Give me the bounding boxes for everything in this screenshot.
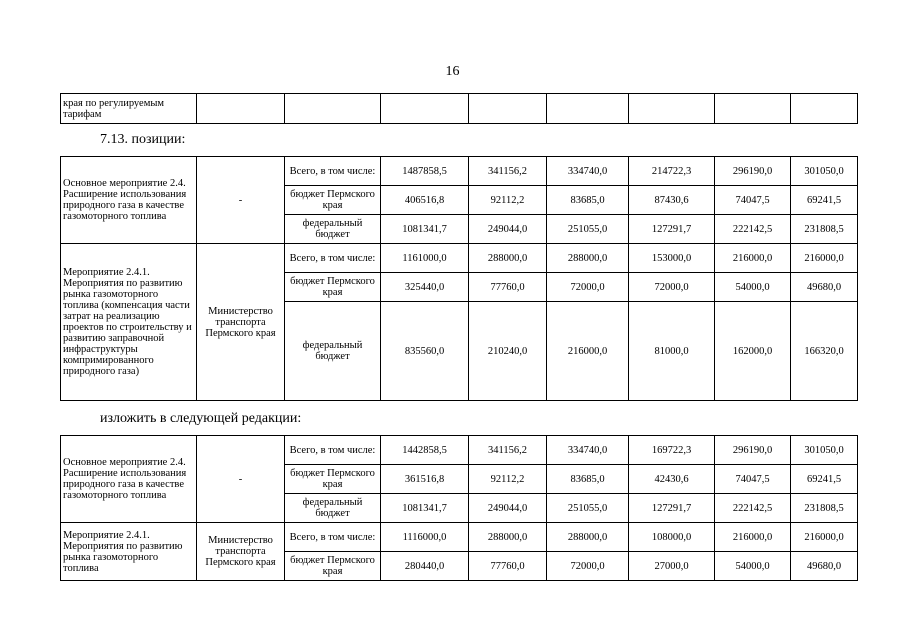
- activity-description: Основное мероприятие 2.4. Расширение использования природного газа в качестве газомоторного топлива: [61, 157, 197, 244]
- amount-cell: 83685,0: [547, 465, 629, 494]
- continued-row-description: края по регулируемым тарифам: [61, 94, 197, 124]
- amount-cell: 251055,0: [547, 494, 629, 523]
- amount-cell: 166320,0: [791, 302, 858, 401]
- activity-description: Мероприятие 2.4.1. Мероприятия по развитию рынка газомоторного топлива: [61, 523, 197, 581]
- amount-cell: 216000,0: [715, 244, 791, 273]
- amount-cell: 341156,2: [469, 157, 547, 186]
- page-number: 16: [445, 64, 460, 79]
- amount-cell: 169722,3: [629, 436, 715, 465]
- amount-cell: 83685,0: [547, 186, 629, 215]
- amount-cell: 288000,0: [469, 244, 547, 273]
- funding-source-cell: федеральный бюджет: [285, 302, 381, 401]
- table-cell: [547, 94, 629, 124]
- table-row: [61, 244, 858, 273]
- funding-source-cell: федеральный бюджет: [285, 494, 381, 523]
- amount-cell: 49680,0: [791, 552, 858, 581]
- funding-source-cell: бюджет Пермского края: [285, 465, 381, 494]
- amount-cell: 216000,0: [715, 523, 791, 552]
- table-row: [61, 436, 858, 465]
- funding-source-cell: федеральный бюджет: [285, 215, 381, 244]
- amount-cell: 301050,0: [791, 157, 858, 186]
- executor-cell: -: [197, 436, 285, 523]
- amount-cell: 1081341,7: [381, 215, 469, 244]
- amount-cell: 72000,0: [547, 552, 629, 581]
- funding-source-cell: Всего, в том числе:: [285, 157, 381, 186]
- amount-cell: 249044,0: [469, 215, 547, 244]
- amount-cell: 54000,0: [715, 552, 791, 581]
- amount-cell: 74047,5: [715, 465, 791, 494]
- funding-source-cell: Всего, в том числе:: [285, 523, 381, 552]
- amount-cell: 1116000,0: [381, 523, 469, 552]
- table-cell: [197, 94, 285, 124]
- funding-source-cell: бюджет Пермского края: [285, 273, 381, 302]
- old-table-body: [61, 157, 858, 401]
- funding-source-cell: бюджет Пермского края: [285, 552, 381, 581]
- funding-source-cell: бюджет Пермского края: [285, 186, 381, 215]
- amount-cell: 162000,0: [715, 302, 791, 401]
- amount-cell: 334740,0: [547, 157, 629, 186]
- continued-table: [60, 93, 858, 124]
- activity-description: Мероприятие 2.4.1. Мероприятия по развитию рынка газомоторного топлива (компенсация части затрат на реализацию проектов по строительству и развитию заправочной инфраструктуры компримированного природного газа): [61, 244, 197, 401]
- executor-cell: -: [197, 157, 285, 244]
- amount-cell: 288000,0: [469, 523, 547, 552]
- amount-cell: 77760,0: [469, 273, 547, 302]
- amount-cell: 231808,5: [791, 215, 858, 244]
- executor-cell: Министерство транспорта Пермского края: [197, 244, 285, 401]
- amount-cell: 835560,0: [381, 302, 469, 401]
- amount-cell: 288000,0: [547, 244, 629, 273]
- amount-cell: 49680,0: [791, 273, 858, 302]
- amount-cell: 231808,5: [791, 494, 858, 523]
- table-cell: [629, 94, 715, 124]
- funding-source-cell: Всего, в том числе:: [285, 436, 381, 465]
- table-cell: [381, 94, 469, 124]
- section-heading-new-edition: изложить в следующей редакции:: [100, 411, 302, 426]
- amount-cell: 288000,0: [547, 523, 629, 552]
- table-row: [61, 523, 858, 552]
- amount-cell: 296190,0: [715, 436, 791, 465]
- amount-cell: 251055,0: [547, 215, 629, 244]
- amount-cell: 1161000,0: [381, 244, 469, 273]
- funding-source-cell: Всего, в том числе:: [285, 244, 381, 273]
- amount-cell: 72000,0: [629, 273, 715, 302]
- amount-cell: 127291,7: [629, 494, 715, 523]
- amount-cell: 216000,0: [547, 302, 629, 401]
- amount-cell: 127291,7: [629, 215, 715, 244]
- amount-cell: 280440,0: [381, 552, 469, 581]
- amount-cell: 406516,8: [381, 186, 469, 215]
- amount-cell: 69241,5: [791, 465, 858, 494]
- amount-cell: 222142,5: [715, 494, 791, 523]
- amount-cell: 334740,0: [547, 436, 629, 465]
- amount-cell: 27000,0: [629, 552, 715, 581]
- table-row: [61, 157, 858, 186]
- amount-cell: 72000,0: [547, 273, 629, 302]
- amount-cell: 210240,0: [469, 302, 547, 401]
- table-cell: [715, 94, 791, 124]
- old-positions-table: [60, 156, 858, 401]
- amount-cell: 1081341,7: [381, 494, 469, 523]
- amount-cell: 153000,0: [629, 244, 715, 273]
- amount-cell: 301050,0: [791, 436, 858, 465]
- amount-cell: 54000,0: [715, 273, 791, 302]
- amount-cell: 216000,0: [791, 244, 858, 273]
- amount-cell: 222142,5: [715, 215, 791, 244]
- amount-cell: 92112,2: [469, 465, 547, 494]
- amount-cell: 69241,5: [791, 186, 858, 215]
- amount-cell: 361516,8: [381, 465, 469, 494]
- section-heading-positions: 7.13. позиции:: [100, 132, 186, 147]
- amount-cell: 108000,0: [629, 523, 715, 552]
- amount-cell: 74047,5: [715, 186, 791, 215]
- amount-cell: 92112,2: [469, 186, 547, 215]
- amount-cell: 214722,3: [629, 157, 715, 186]
- new-positions-table: [60, 435, 858, 581]
- table-cell: [469, 94, 547, 124]
- amount-cell: 81000,0: [629, 302, 715, 401]
- table-cell: [285, 94, 381, 124]
- amount-cell: 325440,0: [381, 273, 469, 302]
- executor-cell: Министерство транспорта Пермского края: [197, 523, 285, 581]
- amount-cell: 1487858,5: [381, 157, 469, 186]
- amount-cell: 341156,2: [469, 436, 547, 465]
- amount-cell: 77760,0: [469, 552, 547, 581]
- new-table-body: [61, 436, 858, 581]
- table-cell: [791, 94, 858, 124]
- amount-cell: 216000,0: [791, 523, 858, 552]
- amount-cell: 1442858,5: [381, 436, 469, 465]
- amount-cell: 87430,6: [629, 186, 715, 215]
- amount-cell: 296190,0: [715, 157, 791, 186]
- activity-description: Основное мероприятие 2.4. Расширение использования природного газа в качестве газомоторного топлива: [61, 436, 197, 523]
- amount-cell: 42430,6: [629, 465, 715, 494]
- amount-cell: 249044,0: [469, 494, 547, 523]
